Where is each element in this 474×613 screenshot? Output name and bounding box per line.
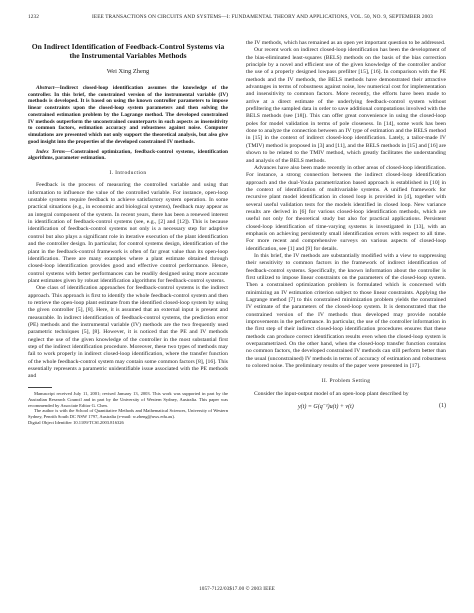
section-heading-introduction: I. Introduction	[109, 170, 147, 177]
abstract-text: Indirect closed-loop identification assumes the knowledge of the controller. In this brief, the constrained version of the instrumental variable (IV) methods is developed. It is based on using the known controller parameters to impose linear constraints upon the closed-loop system parameters and then solving the constrained estimation problem by the Lagrange method. The developed constrained IV methods outperform the unconstrained counterparts in such aspects as insensitivity to common factors, estimation accuracy and robustness against noise. Computer simulations are presented which not only support the theoretical analysis, but also give good insight into the properties of the developed constrained IV methods.	[28, 84, 228, 145]
right-column	[246, 40, 446, 413]
journal-header: IEEE TRANSACTIONS ON CIRCUITS AND SYSTEMS—I: FUNDAMENTAL THEORY AND APPLICATIONS, VOL. 50, NO. 9, SEPTEMBER 2003	[92, 14, 433, 20]
page-number: 1232	[28, 14, 39, 20]
equation-number: (1)	[439, 403, 446, 410]
copyright-line: 1057-7122/03$17.00 © 2003 IEEE	[199, 586, 275, 592]
left-column	[28, 40, 228, 426]
footnote-manuscript: Manuscript received July 11, 2001; revised January 13, 2003. This work was supported in part by the Australian Research Council and in part by the University of Western Sydney, Australia. This paper was recommended by Associate Editor G. Chen.	[28, 390, 228, 408]
footnote-doi: Digital Object Identifier 10.1109/TCSI.2003.816326	[28, 420, 124, 426]
running-header	[28, 14, 446, 24]
body-paragraph: the IV methods, which has remained as an open yet important question to be addressed.	[246, 40, 446, 46]
body-paragraph: Feedback is the process of measuring the controlled variable and using that information to influence the value of the controlled variable. For instance, open-loop unstable systems require feedback to achieve satisfactory system operation. In some practical situations (e.g., in economic and biological systems), feedback may appear as an integral component of the system. In recent years, there has been a renewed interest in identification of feedback-control systems (see, e.g., [2] and [12]). This is because identification of feedback-control systems not only is a necessary step for adaptive control but also plays a significant role in iterative execution of the plant identification and the controller design. In particular, for control systems design, identification of the plant in the feedback-control framework is often of far great value than its open-loop identification. There are many examples where a plant estimate obtained through closed-loop identification provides good and effective control performance. Hence, control systems with better performances can be readily designed using more accurate plant estimates given by robust identification algorithms for feedback-control systems.	[28, 182, 228, 284]
footnote-divider	[28, 387, 52, 388]
index-terms-text: Constrained optimization, feedback-control systems, identification algorithms, parameter estimation.	[28, 148, 228, 162]
body-paragraph: One class of identification approaches for feedback-control systems is the indirect approach. This approach is first to identify the whole feedback-control system and then to retrieve the open-loop plant estimate from the identified closed-loop system by using the given controller [5], [8]. Here, it is assumed that an external input is present and measurable. In indirect identification of feedback-control systems, the prediction error (PE) methods and the instrumental variable (IV) methods are the two frequently used parametric techniques [5], [8]. However, it is noticed that the PE and IV methods neglect the use of the given knowledge of the controller in the most substantial first step of the indirect identification procedure. Moreover, these two types of methods may fail to work properly in indirect closed-loop identification, where the transfer function of the whole feedback-control system may contain some common factors [8], [16]. This essentially represents a parametric unidentifiable issue associated with the PE methods and	[28, 285, 228, 380]
paper-title: On Indirect Identification of Feedback-Control Systems via the Instrumental Variables Methods	[31, 42, 225, 61]
section-heading-problem-setting: II. Problem Setting	[321, 378, 371, 385]
footnote-affiliation: The author is with the School of Quantitative Methods and Mathematical Sciences, University of Western Sydney, Penrith South DC NSW 1797, Australia (e-mail: w.zheng@uws.edu.au).	[28, 408, 228, 420]
author-name: Wei Xing Zheng	[106, 67, 150, 75]
index-terms-label: Index Terms—	[36, 148, 71, 155]
index-terms	[28, 149, 228, 163]
abstract	[28, 85, 228, 146]
equation-1	[246, 403, 446, 413]
body-paragraph: Our recent work on indirect closed-loop identification has been the development of the bias-eliminated least-squares (BELS) methods on the basis of the bias correction principle by a novel and efficient use of the given knowledge of the controller and/or the use of a properly designed lowpass prefilter [15], [16]. In comparison with the PE methods and the IV methods, the BELS methods have demonstrated their attractive advantages in terms of robustness against noise, low numerical cost for implementation and insensitivity to common factors. More recently, the efforts have been made to arrive at a direct estimate of the underlying feedback-control system without prefiltering the sampled data in order to save additional computations involved with the BELS methods (see [18]). This can offer great convenience in using the closed-loop poles for model validation in terms of pole closeness. In [14], some work has been done to analyze the connection between an IV type of estimation and the BELS method in [15] in the context of indirect closed-loop identification. Lately, a tailor-made IV (TMIV) method is proposed in [3] and [11], and the BELS methods in [15] and [16] are shown to be related to the TMIV method, which greatly facilitates the understanding and analysis of the BELS methods.	[246, 47, 446, 164]
body-paragraph: Advances have also been made recently in other areas of closed-loop identification. For instance, a strong connection between the indirect closed-loop identification approach and the dual-Youla parametrization based approach is established in [10] in the context of identification of multivariable systems. A unified framework for recursive plant model identification in closed loop is provided in [4], together with several useful validation tests for the models identified in closed loop. New variance results are derived in [6] for various closed-loop identification methods, which are useful not only for theoretical study but also for practical applications. Persistent closed-loop identification of time-varying systems is investigated in [13], with an emphasis on achieving persistently small identification errors with respect to all time. For more recent and comprehensive surveys on various aspects of closed-loop identification, see [1] and [9] for details.	[246, 164, 446, 252]
equation-expression: y(t) = G(q⁻¹)u(t) + v(t)	[298, 404, 354, 411]
body-paragraph: In this brief, the IV methods are substantially modified with a view to suppressing their sensitivity to common factors in the framework of indirect identification of feedback-control systems. Specifically, the known information about the controller is first utilized to impose linear constraints on the parameters of the closed-loop system. Then a constrained optimization problem is formulated which is concerned with minimizing an IV estimation criterion subject to those linear constraints. Applying the Lagrange method [7] to this constrained minimization problem yields the constrained IV estimate of the parameters of the closed-loop system. It is demonstrated that the constrained version of the IV methods thus developed may provide notable improvements in the performance. In particular, the use of the controller information in the first step of their indirect closed-loop identification procedures ensures that these methods can produce correct identification results even when the closed-loop system is overparametrized. On the other hand, when the closed-loop transfer function contains no common factors, the developed constrained IV methods can still perform better than the usual (unconstrained) IV methods in terms of accuracy of estimation and robustness to colored noise. The preliminary results of the paper were presented in [17].	[246, 252, 446, 370]
abstract-label: Abstract—	[36, 84, 60, 91]
body-paragraph: Consider the input-output model of an open-loop plant described by	[254, 390, 409, 397]
